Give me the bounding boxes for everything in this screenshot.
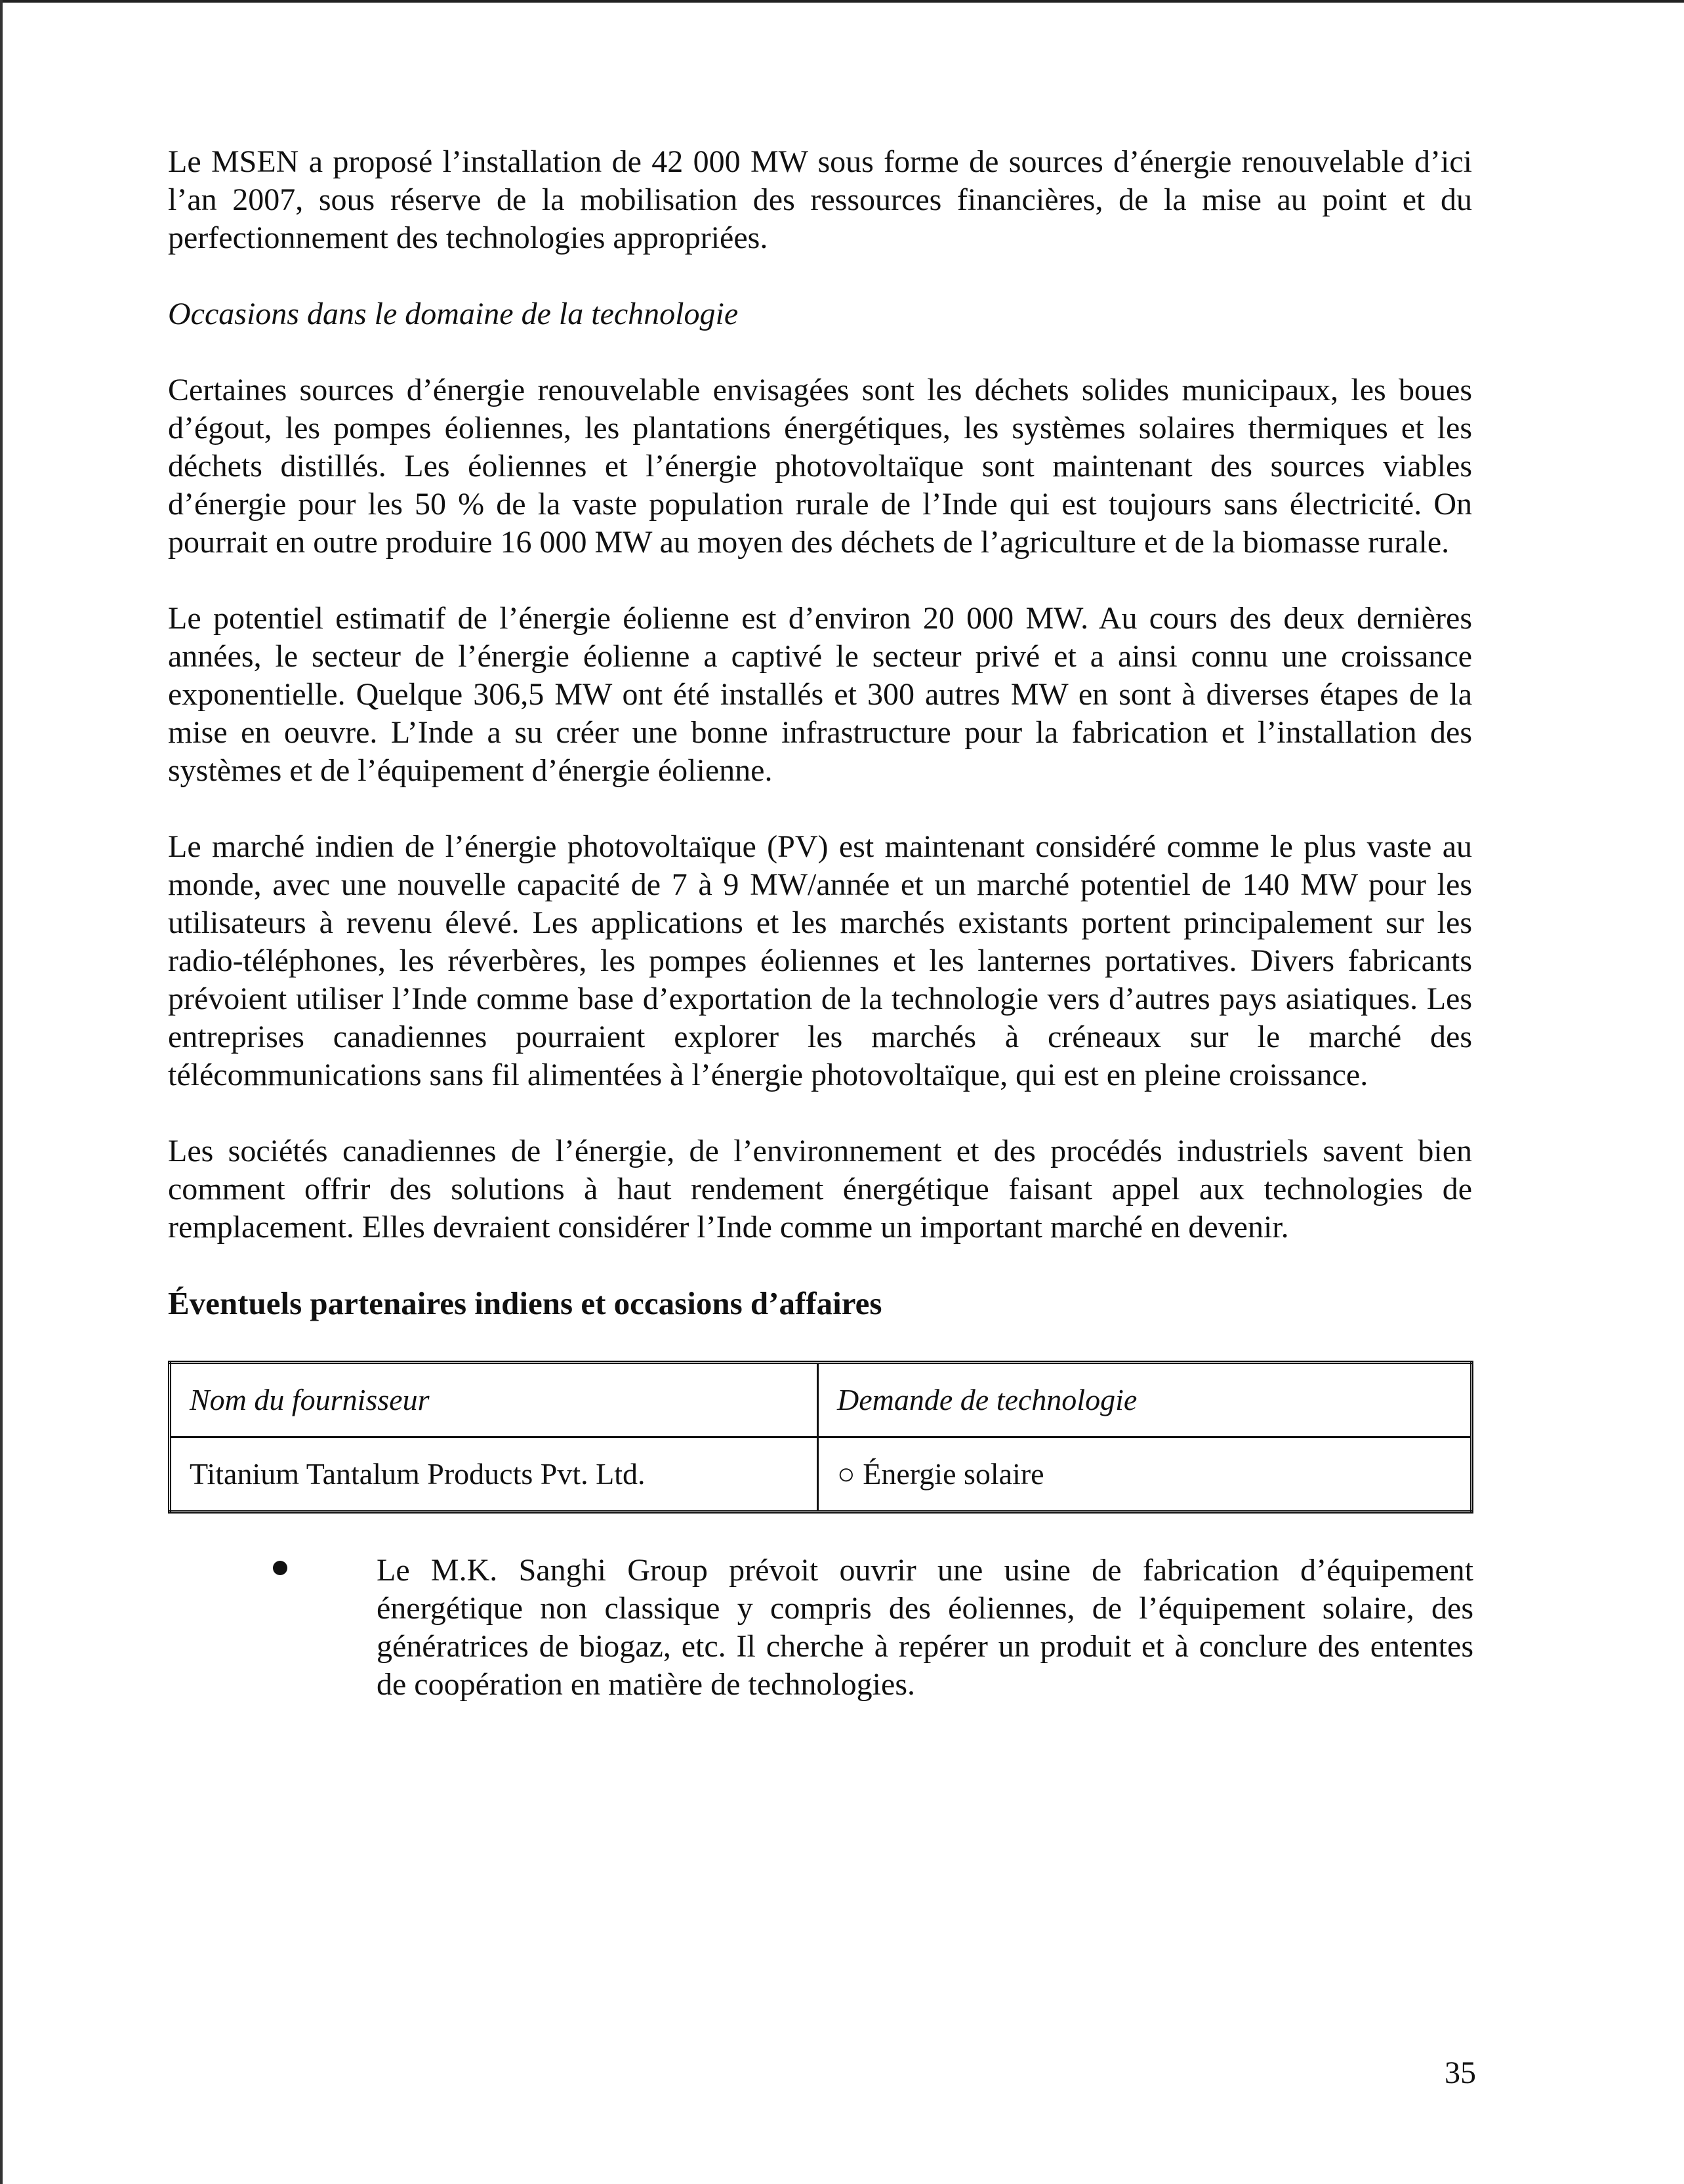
table-row: [170, 1437, 1472, 1512]
page-number: 35: [1445, 2055, 1476, 2090]
table-cell-supplier: Titanium Tantalum Products Pvt. Ltd.: [170, 1437, 818, 1512]
intro-paragraph: Le MSEN a proposé l’installation de 42 000 MW sous forme de sources d’énergie renouvelable d’ici l’an 2007, sous réserve de la mobilisation des ressources financières, de la mise au point et du perfectionnement des technologies appropriées.: [168, 144, 1472, 255]
list-item: [377, 1552, 1473, 1704]
table-cell-demand: ○ Énergie solaire: [818, 1437, 1472, 1512]
table-header-demand: Demande de technologie: [818, 1363, 1472, 1437]
bullet-icon: [273, 1561, 287, 1575]
table-header-row: [170, 1363, 1472, 1437]
bullet-text: Le M.K. Sanghi Group prévoit ouvrir une usine de fabrication d’équipement énergétique non classique y compris des éoliennes, de l’équipement solaire, des génératrices de biogaz, etc. Il cherche à repérer un produit et à conclure des ententes de coopération en matière de technologies.: [377, 1553, 1473, 1702]
partners-heading: Éventuels partenaires indiens et occasions d’affaires: [168, 1285, 882, 1321]
canadian-companies-paragraph: Les sociétés canadiennes de l’énergie, de l’environnement et des procédés industriels savent bien comment offrir des solutions à haut rendement énergétique faisant appel aux technologies de remplacement. Elles devraient considérer l’Inde comme un important marché en devenir.: [168, 1134, 1472, 1245]
scan-edge-left: [0, 0, 3, 2184]
renewable-sources-paragraph: Certaines sources d’énergie renouvelable envisagées sont les déchets solides municipaux, les boues d’égout, les pompes éoliennes, les plantations énergétiques, les systèmes solaires thermiques et les déchets distillés. Les éoliennes et l’énergie photovoltaïque sont maintenant des sources viables d’énergie pour les 50 % de la vaste population rurale de l’Inde qui est toujours sans électricité. On pourrait en outre produire 16 000 MW au moyen des déchets de l’agriculture et de la biomasse rurale.: [168, 373, 1472, 560]
technology-subheading: Occasions dans le domaine de la technologie: [168, 297, 739, 331]
supplier-table: [168, 1361, 1473, 1514]
document-page: [168, 143, 1472, 1704]
scan-edge-top: [0, 0, 1684, 3]
table-header-supplier: Nom du fournisseur: [170, 1363, 818, 1437]
photovoltaic-paragraph: Le marché indien de l’énergie photovoltaïque (PV) est maintenant considéré comme le plus vaste au monde, avec une nouvelle capacité de 7 à 9 MW/année et un marché potentiel de 140 MW pour les utilisateurs à revenu élevé. Les applications et les marchés existants portent principalement sur les radio-téléphones, les réverbères, les pompes éoliennes et les lanternes portatives. Divers fabricants prévoient utiliser l’Inde comme base d’exportation de la technologie vers d’autres pays asiatiques. Les entreprises canadiennes pourraient explorer les marchés à créneaux sur le marché des télécommunications sans fil alimentées à l’énergie photovoltaïque, qui est en pleine croissance.: [168, 829, 1472, 1092]
wind-energy-paragraph: Le potentiel estimatif de l’énergie éolienne est d’environ 20 000 MW. Au cours des deux dernières années, le secteur de l’énergie éolienne a captivé le secteur privé et a ainsi connu une croissance exponentielle. Quelque 306,5 MW ont été installés et 300 autres MW en sont à diverses étapes de la mise en oeuvre. L’Inde a su créer une bonne infrastructure pour la fabrication et l’installation des systèmes et de l’équipement d’énergie éolienne.: [168, 601, 1472, 788]
